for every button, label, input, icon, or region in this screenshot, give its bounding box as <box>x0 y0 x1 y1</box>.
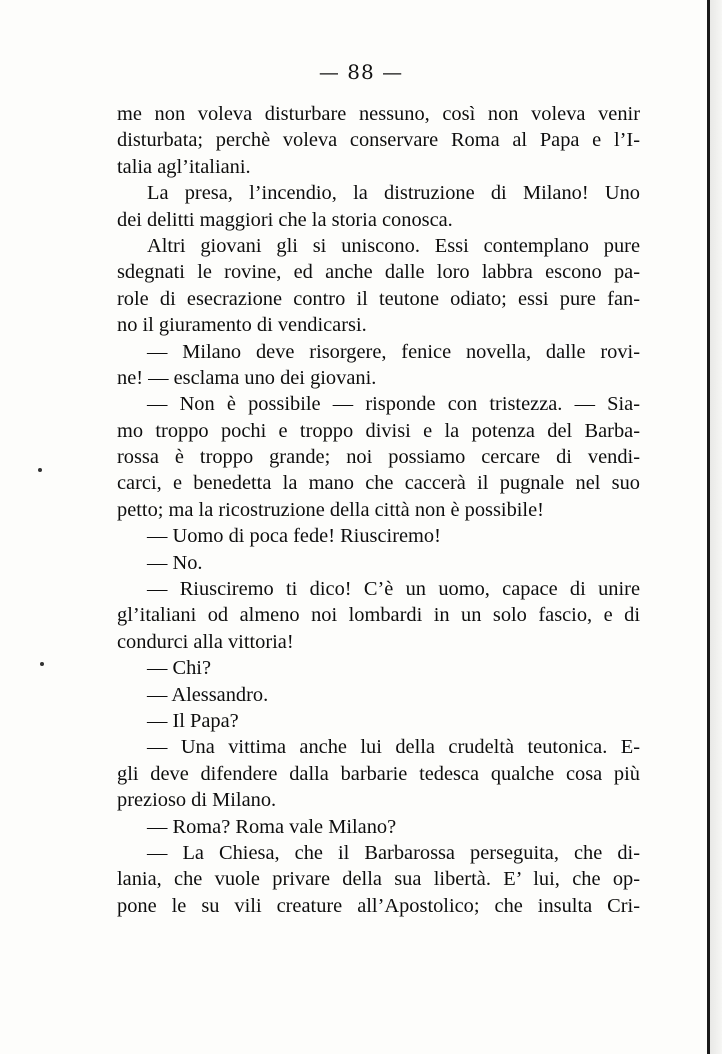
text-line: ne! — esclama uno dei giovani. <box>117 366 377 389</box>
text-line: Altri giovani gli si uniscono. Essi contemplano pure <box>147 234 640 257</box>
text-line: me non voleva disturbare nessuno, così non voleva venir <box>117 103 640 125</box>
text-line: — Riusciremo ti dico! C’è un uomo, capace di unire <box>147 578 640 601</box>
text-line: — Roma? Roma vale Milano? <box>147 815 397 838</box>
text-line: gli deve difendere dalla barbarie tedesca qualche cosa più <box>117 762 640 785</box>
text-line: dei delitti maggiori che la storia conosca. <box>117 208 453 231</box>
text-line: mo troppo pochi e troppo divisi e la potenza del Barba- <box>117 419 640 442</box>
text-line: — Una vittima anche lui della crudeltà teutonica. E- <box>147 736 640 759</box>
scan-speck <box>38 468 42 472</box>
text-line: pone le su vili creature all’Apostolico; che insulta Cri- <box>117 894 640 917</box>
text-line: talia agl’italiani. <box>117 155 251 178</box>
text-line: — Chi? <box>147 657 211 680</box>
scan-speck <box>40 662 44 666</box>
text-line: — Milano deve risorgere, fenice novella, dalle rovi- <box>147 340 640 363</box>
text-line: sdegnati le rovine, ed anche dalle loro labbra escono pa- <box>117 261 640 284</box>
text-line: no il giuramento di vendicarsi. <box>117 314 367 337</box>
text-line: — Il Papa? <box>147 709 239 732</box>
text-line: condurci alla vittoria! <box>117 630 294 653</box>
text-line: — No. <box>147 551 203 574</box>
page-edge-line <box>707 0 710 1054</box>
page-edge-shadow <box>710 0 722 1054</box>
text-line: — Non è possibile — risponde con tristezza. — Sia- <box>147 393 640 416</box>
text-line: — Uomo di poca fede! Riusciremo! <box>147 525 441 548</box>
text-line: lania, che vuole privare della sua libertà. E’ lui, che op- <box>117 868 640 891</box>
page-number: — 88 — <box>318 60 404 84</box>
text-line: prezioso di Milano. <box>117 789 277 812</box>
text-line: rossa è troppo grande; noi possiamo cercare di vendi- <box>117 446 640 469</box>
body-text <box>117 101 640 919</box>
text-line: carci, e benedetta la mano che caccerà il pugnale nel suo <box>117 472 640 495</box>
text-line: La presa, l’incendio, la distruzione di Milano! Uno <box>147 182 640 205</box>
text-line: petto; ma la ricostruzione della città non è possibile! <box>117 498 544 521</box>
text-line: disturbata; perchè voleva conservare Roma al Papa e l’I- <box>117 129 640 152</box>
text-line: gl’italiani od almeno noi lombardi in un solo fascio, e di <box>117 604 640 627</box>
text-line: role di esecrazione contro il teutone odiato; essi pure fan- <box>117 287 640 310</box>
text-line: — La Chiesa, che il Barbarossa perseguita, che di- <box>147 841 640 864</box>
text-line: — Alessandro. <box>147 683 269 706</box>
